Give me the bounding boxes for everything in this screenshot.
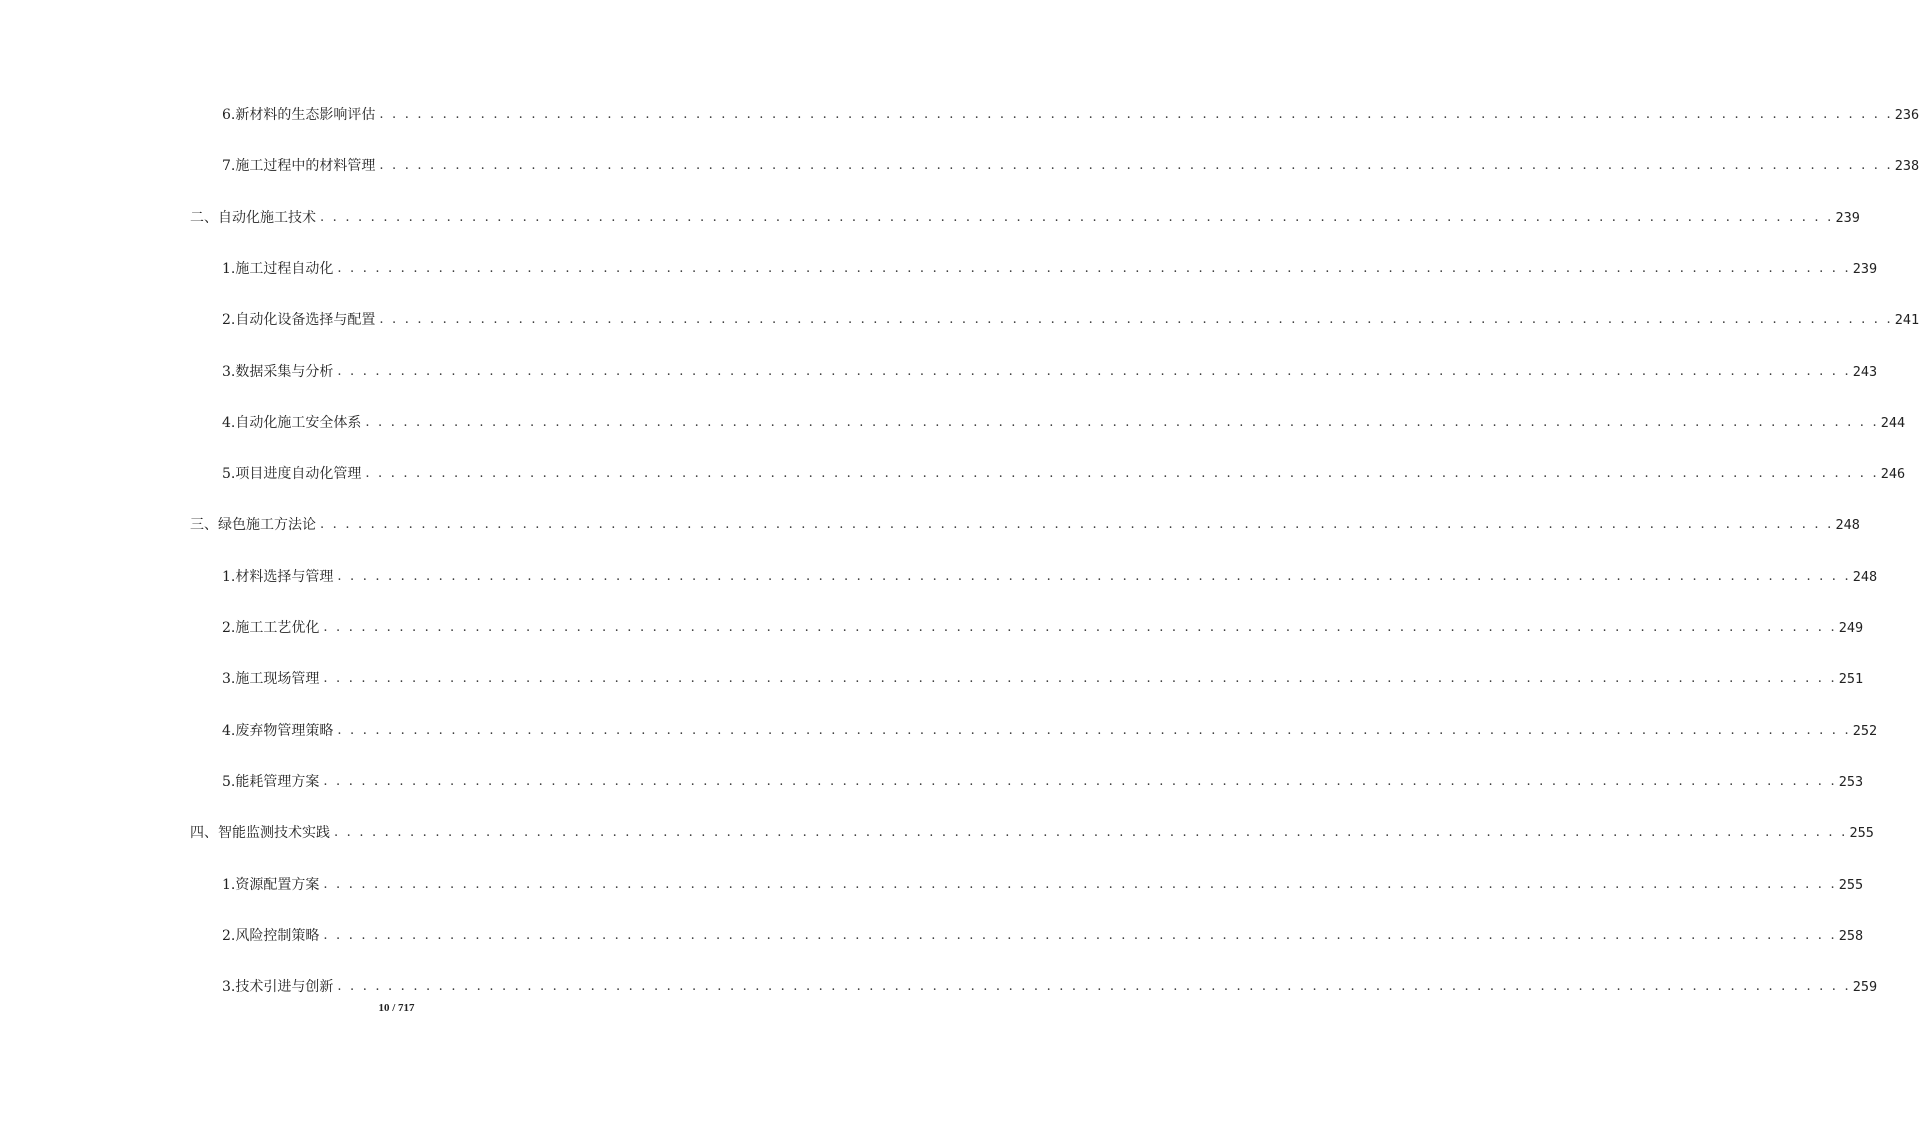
toc-entry-page-number: 241 <box>1894 312 1919 329</box>
toc-entry-page-number: 253 <box>1838 773 1864 790</box>
toc-dot-leader: . . . . . . . . . . . . . . . . . . . . . . . . . . . . . . . . . . . . . . . . . . . . . . . . . . . . . . . . . . . . . . . . . . . . . . . . . . . . . . . . . . . . . . . . . . . . . . . . . . . . . . . . . . . . . . . . . . . . . . . . <box>323 671 1837 687</box>
page-number-footer: 10 / 717 <box>378 1002 415 1014</box>
toc-entry[interactable] <box>222 921 1864 945</box>
toc-dot-leader: . . . . . . . . . . . . . . . . . . . . . . . . . . . . . . . . . . . . . . . . . . . . . . . . . . . . . . . . . . . . . . . . . . . . . . . . . . . . . . . . . . . . . . . . . . . . . . . . . . . . . . . . . . . . . . . . . . . . . . . . <box>337 722 1851 738</box>
toc-entry[interactable] <box>222 870 1864 894</box>
toc-entry-title: 三、绿色施工方法论 <box>190 517 316 534</box>
toc-entry[interactable] <box>222 357 1878 381</box>
toc-entry[interactable] <box>222 151 1919 175</box>
toc-entry[interactable] <box>222 613 1864 637</box>
toc-entry[interactable] <box>190 818 1874 842</box>
toc-entry-title: 4.自动化施工安全体系 <box>222 414 362 431</box>
toc-dot-leader: . . . . . . . . . . . . . . . . . . . . . . . . . . . . . . . . . . . . . . . . . . . . . . . . . . . . . . . . . . . . . . . . . . . . . . . . . . . . . . . . . . . . . . . . . . . . . . . . . . . . . . . . . . . . . . . . . . . . . . . . <box>320 517 1834 533</box>
toc-entry-page-number: 238 <box>1894 158 1919 175</box>
toc-dot-leader: . . . . . . . . . . . . . . . . . . . . . . . . . . . . . . . . . . . . . . . . . . . . . . . . . . . . . . . . . . . . . . . . . . . . . . . . . . . . . . . . . . . . . . . . . . . . . . . . . . . . . . . . . . . . . . . . . . . . . . . . <box>337 363 1851 379</box>
toc-entry-page-number: 259 <box>1852 979 1878 996</box>
toc-dot-leader: . . . . . . . . . . . . . . . . . . . . . . . . . . . . . . . . . . . . . . . . . . . . . . . . . . . . . . . . . . . . . . . . . . . . . . . . . . . . . . . . . . . . . . . . . . . . . . . . . . . . . . . . . . . . . . . . . . . . . . . . <box>365 414 1879 430</box>
toc-entry-page-number: 249 <box>1838 620 1864 636</box>
toc-entry[interactable] <box>222 562 1878 586</box>
toc-entry-title: 2.施工工艺优化 <box>222 620 320 636</box>
toc-entry-page-number: 258 <box>1838 927 1864 944</box>
toc-entry[interactable] <box>222 408 1906 432</box>
toc-dot-leader: . . . . . . . . . . . . . . . . . . . . . . . . . . . . . . . . . . . . . . . . . . . . . . . . . . . . . . . . . . . . . . . . . . . . . . . . . . . . . . . . . . . . . . . . . . . . . . . . . . . . . . . . . . . . . . . . . . . . . . . . <box>365 466 1879 482</box>
toc-dot-leader: . . . . . . . . . . . . . . . . . . . . . . . . . . . . . . . . . . . . . . . . . . . . . . . . . . . . . . . . . . . . . . . . . . . . . . . . . . . . . . . . . . . . . . . . . . . . . . . . . . . . . . . . . . . . . . . . . . . . . . . . <box>379 158 1893 174</box>
toc-entry[interactable] <box>190 510 1860 534</box>
toc-entry-page-number: 246 <box>1880 466 1906 483</box>
toc-entry-title: 5.项目进度自动化管理 <box>222 466 362 483</box>
toc-entry[interactable] <box>222 305 1919 329</box>
toc-entry[interactable] <box>222 767 1864 791</box>
toc-entry-title: 3.施工现场管理 <box>222 671 320 688</box>
toc-entry-title: 7.施工过程中的材料管理 <box>222 158 376 175</box>
toc-entry[interactable] <box>222 100 1919 124</box>
toc-dot-leader: . . . . . . . . . . . . . . . . . . . . . . . . . . . . . . . . . . . . . . . . . . . . . . . . . . . . . . . . . . . . . . . . . . . . . . . . . . . . . . . . . . . . . . . . . . . . . . . . . . . . . . . . . . . . . . . . . . . . . . . . <box>323 773 1837 789</box>
toc-entry-page-number: 239 <box>1852 260 1878 277</box>
toc-dot-leader: . . . . . . . . . . . . . . . . . . . . . . . . . . . . . . . . . . . . . . . . . . . . . . . . . . . . . . . . . . . . . . . . . . . . . . . . . . . . . . . . . . . . . . . . . . . . . . . . . . . . . . . . . . . . . . . . . . . . . . . . <box>323 620 1837 635</box>
toc-dot-leader: . . . . . . . . . . . . . . . . . . . . . . . . . . . . . . . . . . . . . . . . . . . . . . . . . . . . . . . . . . . . . . . . . . . . . . . . . . . . . . . . . . . . . . . . . . . . . . . . . . . . . . . . . . . . . . . . . . . . . . . . <box>323 927 1837 943</box>
toc-entry-title: 2.风险控制策略 <box>222 927 320 944</box>
toc-entry-title: 3.数据采集与分析 <box>222 363 334 380</box>
toc-entry-page-number: 236 <box>1894 107 1919 123</box>
toc-dot-leader: . . . . . . . . . . . . . . . . . . . . . . . . . . . . . . . . . . . . . . . . . . . . . . . . . . . . . . . . . . . . . . . . . . . . . . . . . . . . . . . . . . . . . . . . . . . . . . . . . . . . . . . . . . . . . . . . . . . . . . . . <box>334 825 1848 841</box>
toc-entry-title: 4.废弃物管理策略 <box>222 722 334 739</box>
toc-entry-page-number: 244 <box>1880 414 1906 431</box>
toc-entry-title: 1.资源配置方案 <box>222 876 320 893</box>
toc-entry[interactable] <box>222 972 1878 996</box>
toc-entry-title: 2.自动化设备选择与配置 <box>222 312 376 329</box>
toc-entry-page-number: 248 <box>1852 568 1878 585</box>
toc-entry-title: 1.材料选择与管理 <box>222 568 334 585</box>
toc-entry-page-number: 251 <box>1838 671 1864 688</box>
toc-entry-page-number: 252 <box>1852 722 1878 739</box>
toc-dot-leader: . . . . . . . . . . . . . . . . . . . . . . . . . . . . . . . . . . . . . . . . . . . . . . . . . . . . . . . . . . . . . . . . . . . . . . . . . . . . . . . . . . . . . . . . . . . . . . . . . . . . . . . . . . . . . . . . . . . . . . . . <box>379 312 1893 328</box>
toc-entry[interactable] <box>222 254 1878 278</box>
toc-entry[interactable] <box>190 203 1860 227</box>
toc-dot-leader: . . . . . . . . . . . . . . . . . . . . . . . . . . . . . . . . . . . . . . . . . . . . . . . . . . . . . . . . . . . . . . . . . . . . . . . . . . . . . . . . . . . . . . . . . . . . . . . . . . . . . . . . . . . . . . . . . . . . . . . . <box>337 979 1851 995</box>
toc-entry-page-number: 243 <box>1852 363 1878 380</box>
toc-entry-page-number: 255 <box>1849 825 1874 842</box>
toc-entry[interactable] <box>222 716 1878 740</box>
toc-entry-page-number: 248 <box>1835 517 1860 534</box>
toc-dot-leader: . . . . . . . . . . . . . . . . . . . . . . . . . . . . . . . . . . . . . . . . . . . . . . . . . . . . . . . . . . . . . . . . . . . . . . . . . . . . . . . . . . . . . . . . . . . . . . . . . . . . . . . . . . . . . . . . . . . . . . . . <box>320 209 1834 225</box>
toc-entry[interactable] <box>222 664 1864 688</box>
toc-entry-title: 四、智能监测技术实践 <box>190 825 330 842</box>
toc-entry[interactable] <box>222 459 1906 483</box>
toc-dot-leader: . . . . . . . . . . . . . . . . . . . . . . . . . . . . . . . . . . . . . . . . . . . . . . . . . . . . . . . . . . . . . . . . . . . . . . . . . . . . . . . . . . . . . . . . . . . . . . . . . . . . . . . . . . . . . . . . . . . . . . . . <box>379 107 1893 122</box>
toc-entry-title: 二、自动化施工技术 <box>190 209 316 226</box>
toc-entry-title: 1.施工过程自动化 <box>222 260 334 277</box>
toc-dot-leader: . . . . . . . . . . . . . . . . . . . . . . . . . . . . . . . . . . . . . . . . . . . . . . . . . . . . . . . . . . . . . . . . . . . . . . . . . . . . . . . . . . . . . . . . . . . . . . . . . . . . . . . . . . . . . . . . . . . . . . . . <box>337 260 1851 276</box>
toc-entry-title: 6.新材料的生态影响评估 <box>222 107 376 123</box>
toc-dot-leader: . . . . . . . . . . . . . . . . . . . . . . . . . . . . . . . . . . . . . . . . . . . . . . . . . . . . . . . . . . . . . . . . . . . . . . . . . . . . . . . . . . . . . . . . . . . . . . . . . . . . . . . . . . . . . . . . . . . . . . . . <box>323 876 1837 892</box>
toc-entry-title: 5.能耗管理方案 <box>222 773 320 790</box>
toc-entry-title: 3.技术引进与创新 <box>222 979 334 996</box>
toc-dot-leader: . . . . . . . . . . . . . . . . . . . . . . . . . . . . . . . . . . . . . . . . . . . . . . . . . . . . . . . . . . . . . . . . . . . . . . . . . . . . . . . . . . . . . . . . . . . . . . . . . . . . . . . . . . . . . . . . . . . . . . . . <box>337 568 1851 584</box>
toc-entry-page-number: 239 <box>1835 209 1860 226</box>
toc-entry-page-number: 255 <box>1838 876 1864 893</box>
